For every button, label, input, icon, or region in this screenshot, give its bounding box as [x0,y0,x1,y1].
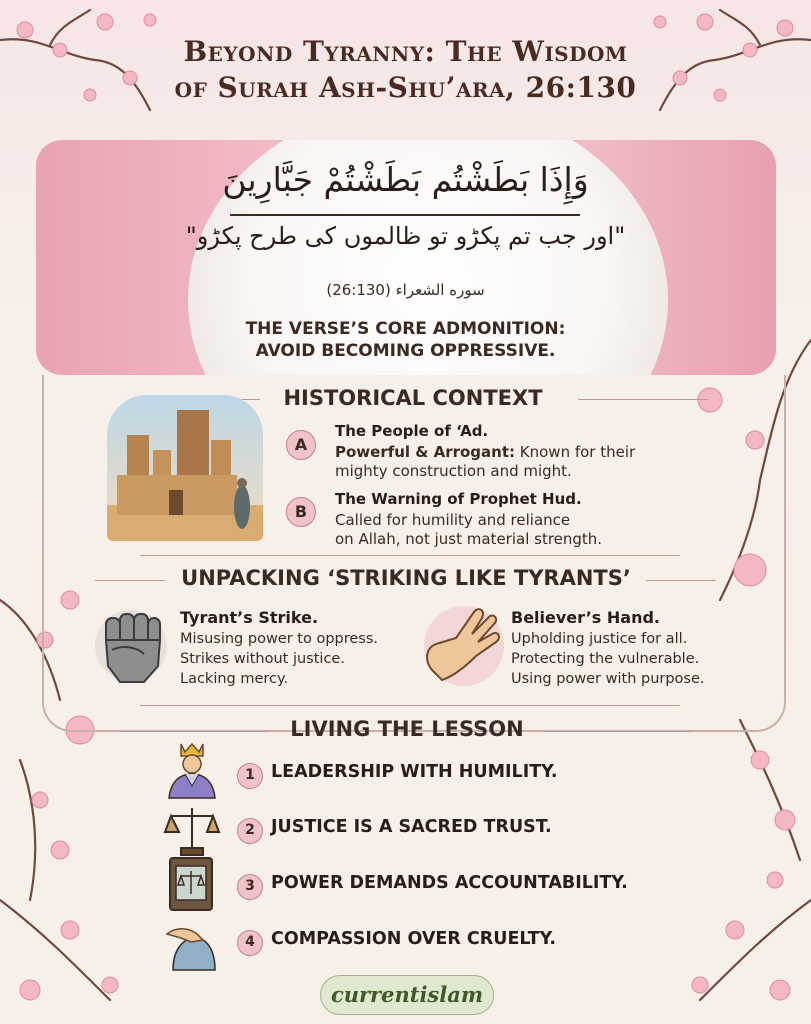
believer-title: Believer’s Hand. [511,608,660,627]
lesson-num-2: 2 [237,818,263,844]
fist-icon [98,604,168,688]
brand-logo: currentislam [320,975,494,1015]
lesson-num-4: 4 [237,930,263,956]
item-a-lead: Powerful & Arrogant: [335,443,516,461]
heading-rule-right [578,399,708,400]
believer-line-1: Upholding justice for all. [511,631,688,647]
arabic-verse: وَإِذَا بَطَشْتُم بَطَشْتُمْ جَبَّارِينَ [222,160,589,199]
section-divider [140,555,680,556]
lesson-item-1: LEADERSHIP WITH HUMILITY. [271,762,558,782]
lesson-rule-right [544,731,694,732]
urdu-translation: "اور جب تم پکڑو تو ظالموں کی طرح پکڑو" [185,222,626,250]
historical-heading: HISTORICAL CONTEXT [283,386,543,410]
unpack-rule-right [646,580,716,581]
section-divider-2 [140,705,680,706]
believer-line-3: Using power with purpose. [511,671,705,687]
badge-a: A [286,430,316,460]
unpacking-heading: UNPACKING ‘STRIKING LIKE TYRANTS’ [181,566,631,590]
king-icon [163,740,221,800]
tyrant-title: Tyrant’s Strike. [180,608,319,627]
tyrant-line-1: Misusing power to oppress. [180,631,379,647]
lesson-num-3: 3 [237,874,263,900]
item-a-text-1: Known for their [515,443,636,461]
ancient-city-illustration [107,395,263,541]
caring-hands-icon [163,912,221,972]
admonition-line-2: AVOID BECOMING OPPRESSIVE. [255,341,556,361]
badge-b: B [286,497,316,527]
tyrant-line-2: Strikes without justice. [180,651,345,667]
verse-reference: سوره الشعراء (26:130) [326,281,485,299]
unpack-rule-left [95,580,165,581]
tyrant-line-3: Lacking mercy. [180,671,289,687]
item-b-text [335,511,715,549]
lesson-item-4: COMPASSION OVER CRUELTY. [271,929,557,949]
scales-icon [163,800,221,858]
lesson-item-2: JUSTICE IS A SACRED TRUST. [271,817,552,837]
page-title [60,34,751,106]
believer-line-2: Protecting the vulnerable. [511,651,700,667]
item-a-title: The People of ‘Ad. [335,422,489,440]
lesson-num-1: 1 [237,763,263,789]
lesson-rule-left [120,731,270,732]
item-b-text-1: Called for humility and reliance [335,511,571,529]
open-hand-icon [418,600,502,692]
book-icon [166,856,218,914]
verse-divider [230,214,580,216]
item-a-text-2: mighty construction and might. [335,462,572,480]
item-b-text-2: on Allah, not just material strength. [335,530,603,548]
admonition-line-1: THE VERSE’S CORE ADMONITION: [245,319,566,339]
item-a-text [335,443,715,481]
title-line-2: of Surah Ash-Shu’ara, 26:130 [174,71,637,104]
lesson-heading: LIVING THE LESSON [290,717,524,741]
core-admonition [200,318,611,362]
title-line-1: Beyond Tyranny: The Wisdom [183,35,628,68]
lesson-item-3: POWER DEMANDS ACCOUNTABILITY. [271,873,628,893]
item-b-title: The Warning of Prophet Hud. [335,490,582,508]
